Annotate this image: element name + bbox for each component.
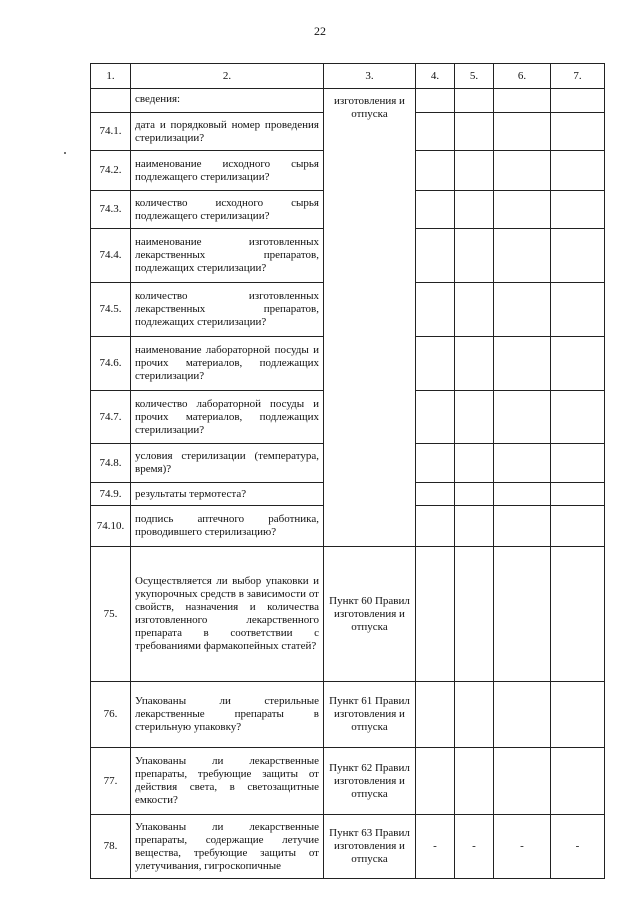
row-number: 74.8. bbox=[91, 444, 131, 483]
question-text: подпись аптечного работника, проводившего стерилизацию? bbox=[131, 506, 324, 547]
question-text: дата и порядковый номер проведения стерилизации? bbox=[131, 113, 324, 151]
question-text: количество изготовленных лекарственных препаратов, подлежащих стерилизации? bbox=[131, 283, 324, 337]
question-text: наименование исходного сырья подлежащего стерилизации? bbox=[131, 151, 324, 191]
question-text: наименование изготовленных лекарственных препаратов, подлежащих стерилизации? bbox=[131, 229, 324, 283]
question-text: Упакованы ли стерильные лекарственные препараты в стерильную упаковку? bbox=[131, 682, 324, 748]
row-number: 74.6. bbox=[91, 337, 131, 391]
row-number: 74.10. bbox=[91, 506, 131, 547]
header-col-7: 7. bbox=[551, 64, 605, 89]
header-col-1: 1. bbox=[91, 64, 131, 89]
header-col-2: 2. bbox=[131, 64, 324, 89]
header-col-3: 3. bbox=[324, 64, 416, 89]
scan-speck bbox=[64, 152, 66, 154]
question-text: условия стерилизации (температура, время)? bbox=[131, 444, 324, 483]
question-text: количество исходного сырья подлежащего стерилизации? bbox=[131, 191, 324, 229]
page-number: 22 bbox=[314, 24, 326, 38]
row-number: 74.1. bbox=[91, 113, 131, 151]
header-col-4: 4. bbox=[416, 64, 455, 89]
row-number bbox=[91, 89, 131, 113]
dash-mark: - bbox=[551, 815, 605, 879]
checklist-table bbox=[90, 63, 605, 879]
dash-mark: - bbox=[416, 815, 455, 879]
table-row bbox=[91, 682, 605, 748]
row-number: 74.9. bbox=[91, 483, 131, 506]
question-text: сведения: bbox=[131, 89, 324, 113]
row-number: 74.2. bbox=[91, 151, 131, 191]
table-row bbox=[91, 547, 605, 682]
row-number: 74.7. bbox=[91, 391, 131, 444]
dash-mark: - bbox=[455, 815, 494, 879]
legal-reference: Пункт 60 Правил изготовления и отпуска bbox=[324, 547, 416, 682]
table-row bbox=[91, 748, 605, 815]
question-text: Осуществляется ли выбор упаковки и укупорочных средств в зависимости от свойств, назначения и количества изготовленного лекарственного препарата в соответствии с требованиями фармакопейных статей? bbox=[131, 547, 324, 682]
question-text: результаты термотеста? bbox=[131, 483, 324, 506]
dash-mark: - bbox=[494, 815, 551, 879]
table-row bbox=[91, 89, 605, 113]
legal-reference: Пункт 61 Правил изготовления и отпуска bbox=[324, 682, 416, 748]
row-number: 75. bbox=[91, 547, 131, 682]
question-text: наименование лабораторной посуды и прочих материалов, подлежащих стерилизации? bbox=[131, 337, 324, 391]
header-row bbox=[91, 64, 605, 89]
table-row bbox=[91, 815, 605, 879]
header-col-6: 6. bbox=[494, 64, 551, 89]
row-number: 74.3. bbox=[91, 191, 131, 229]
row-number: 76. bbox=[91, 682, 131, 748]
row-number: 74.5. bbox=[91, 283, 131, 337]
header-col-5: 5. bbox=[455, 64, 494, 89]
row-number: 77. bbox=[91, 748, 131, 815]
row-number: 74.4. bbox=[91, 229, 131, 283]
question-text: количество лабораторной посуды и прочих материалов, подлежащих стерилизации? bbox=[131, 391, 324, 444]
row-number: 78. bbox=[91, 815, 131, 879]
legal-reference-merged: изготовления и отпуска bbox=[324, 89, 416, 547]
question-text: Упакованы ли лекарственные препараты, содержащие летучие вещества, требующие защиты от улетучивания, гигроскопичные bbox=[131, 815, 324, 879]
legal-reference: Пункт 62 Правил изготовления и отпуска bbox=[324, 748, 416, 815]
question-text: Упакованы ли лекарственные препараты, требующие защиты от действия света, в светозащитные емкости? bbox=[131, 748, 324, 815]
legal-reference: Пункт 63 Правил изготовления и отпуска bbox=[324, 815, 416, 879]
